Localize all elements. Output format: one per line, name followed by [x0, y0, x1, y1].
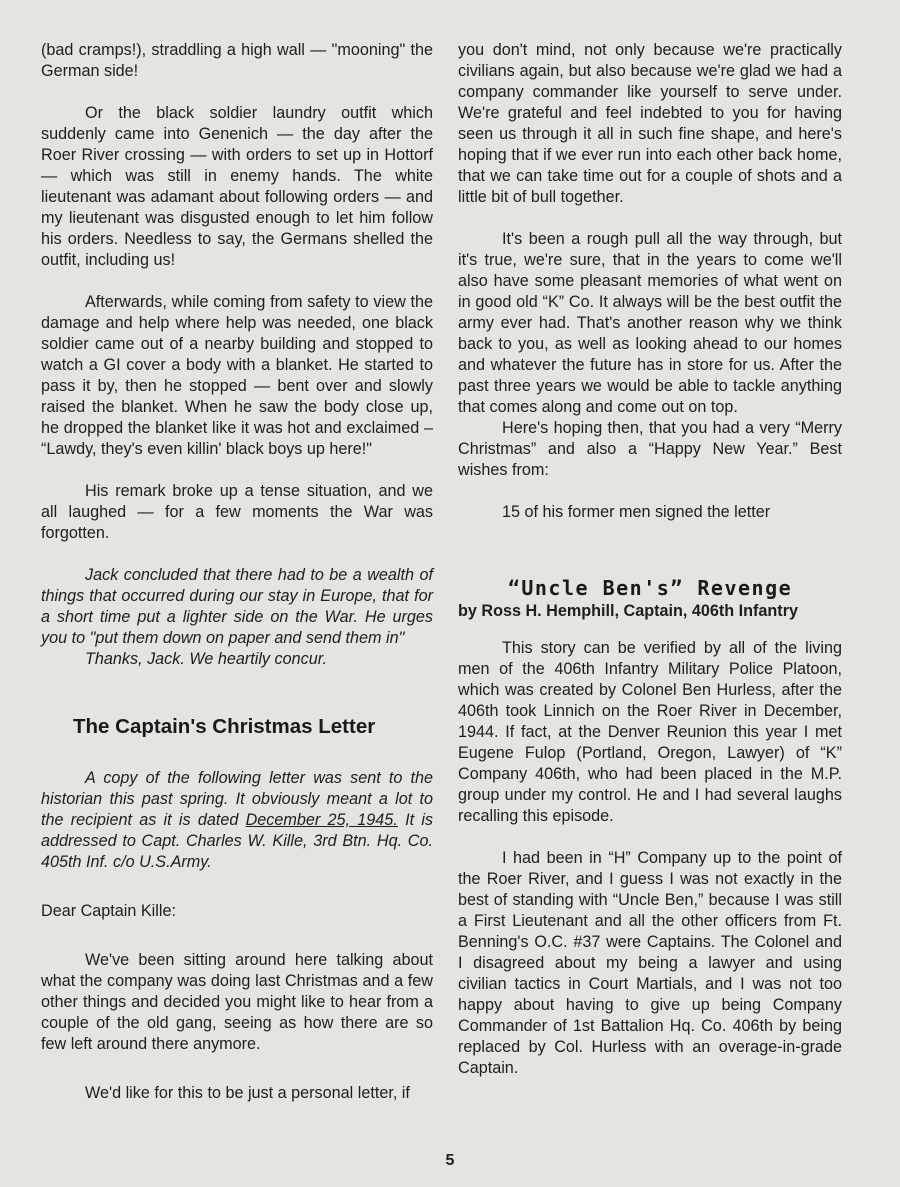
letter-intro-address: It is addressed to Capt. Charles W. Kille, 3rd Btn. Hq. Co. 405th Inf. c/o U.S.Army. — [41, 811, 434, 871]
paragraph-jack-concluded: Jack concluded that there had to be a wealth of things that occurred during our stay in Europe, that for a short time put a lighter side on the War. He urges you to "put them down on paper and send them in" — [41, 566, 433, 647]
paragraph-blanket: Afterwards, while coming from safety to view the damage and help where help was needed, one black soldier came out of a nearby building and stopped to watch a GI cover a body with a blanket. He started to pass it by, then he stopped — bent over and slowly raised the blanket. When he saw the body close up, he dropped the blanket like it was hot and exclaimed – “Lawdy, they's even killin' black boys up here!" — [41, 293, 433, 458]
letter-paragraph-best-wishes: Here's hoping then, that you had a very “Merry Christmas” and also a “Happy New Year.” Best wishes from: — [458, 419, 842, 479]
article-paragraph-2: I had been in “H” Company up to the point of the Roer River, and I guess I was not exactly in the best of standing with “Uncle Ben,” because I was still a First Lieutenant and all the other officers from Ft. Benning's O.C. #37 were Captains. The Colonel and I disagreed about my being a lawyer and using civilian tactics in Court Martials, and I was not too happy about having to give up being Company Commander of 1st Battalion Hq. Co. 406th by being replaced by Col. Hurless with an overage-in-grade Captain. — [458, 849, 842, 1077]
letter-salutation: Dear Captain Kille: — [41, 902, 176, 920]
paragraph-thanks-jack: Thanks, Jack. We heartily concur. — [85, 650, 328, 668]
article-byline: by Ross H. Hemphill, Captain, 406th Infantry — [458, 602, 799, 620]
paragraph-laundry-outfit: Or the black soldier laundry outfit which suddenly came into Genenich — the day after the Roer River crossing — with orders to set up in Hottorf — which was still in enemy hands. The white lieutenant was adamant about following orders — and my lieutenant was disgusted enough to let him follow his orders. Needless to say, the Germans shelled the outfit, including us! — [41, 104, 433, 269]
letter-paragraph-2: We'd like for this to be just a personal letter, if — [85, 1084, 410, 1102]
letter-intro-text: A copy of the following letter was sent to the historian this past spring. It obviously meant a lot to the recipient as it is dated — [41, 769, 433, 829]
page-number: 5 — [445, 1152, 455, 1169]
paragraph-mooning: (bad cramps!), straddling a high wall — "mooning" the German side! — [41, 41, 433, 80]
article-title: “Uncle Ben's” Revenge — [507, 576, 793, 600]
letter-paragraph-1: We've been sitting around here talking about what the company was doing last Christmas and a few other things and decided you might like to hear from a couple of the old gang, seeing as how there are so few left around there anymore. — [41, 951, 433, 1053]
letter-paragraph-rough-pull: It's been a rough pull all the way through, but it's true, we're sure, that in the years to come we'll also have some pleasant memories of what went on in good old “K” Co. It always will be the best outfit the army ever had. That's another reason why we think back to you, as well as looking ahead to our homes and whatever the future has in store for us. After the past three years we would be able to tackle anything that comes along and come out on top. — [458, 230, 842, 416]
section-title: The Captain's Christmas Letter — [73, 715, 376, 738]
letter-signature-note: 15 of his former men signed the letter — [502, 503, 771, 521]
letter-date: December 25, 1945. — [245, 811, 398, 829]
letter-intro — [41, 768, 433, 873]
left-column — [41, 40, 433, 1104]
letter-paragraph-continued: you don't mind, not only because we're practically civilians again, but also because we're glad we had a company commander like yourself to serve under. We're grateful and feel indebted to you for having seen us through it all in such fine shape, and here's hoping that if we ever run into each other back home, that we can take time out for a couple of shots and a little bit of bull together. — [458, 41, 842, 206]
article-paragraph-1: This story can be verified by all of the living men of the 406th Infantry Military Police Platoon, which was created by Colonel Ben Hurless, after the 406th took Linnich on the Roer River in December, 1944. If fact, at the Denver Reunion this year I met Eugene Fulop (Portland, Oregon, Lawyer) of “K” Company 406th, who had been placed in the M.P. group under my control. He and I had several laughs recalling this episode. — [458, 639, 842, 825]
right-column — [458, 40, 842, 1079]
paragraph-remark: His remark broke up a tense situation, and we all laughed — for a few moments the War was forgotten. — [41, 482, 433, 542]
